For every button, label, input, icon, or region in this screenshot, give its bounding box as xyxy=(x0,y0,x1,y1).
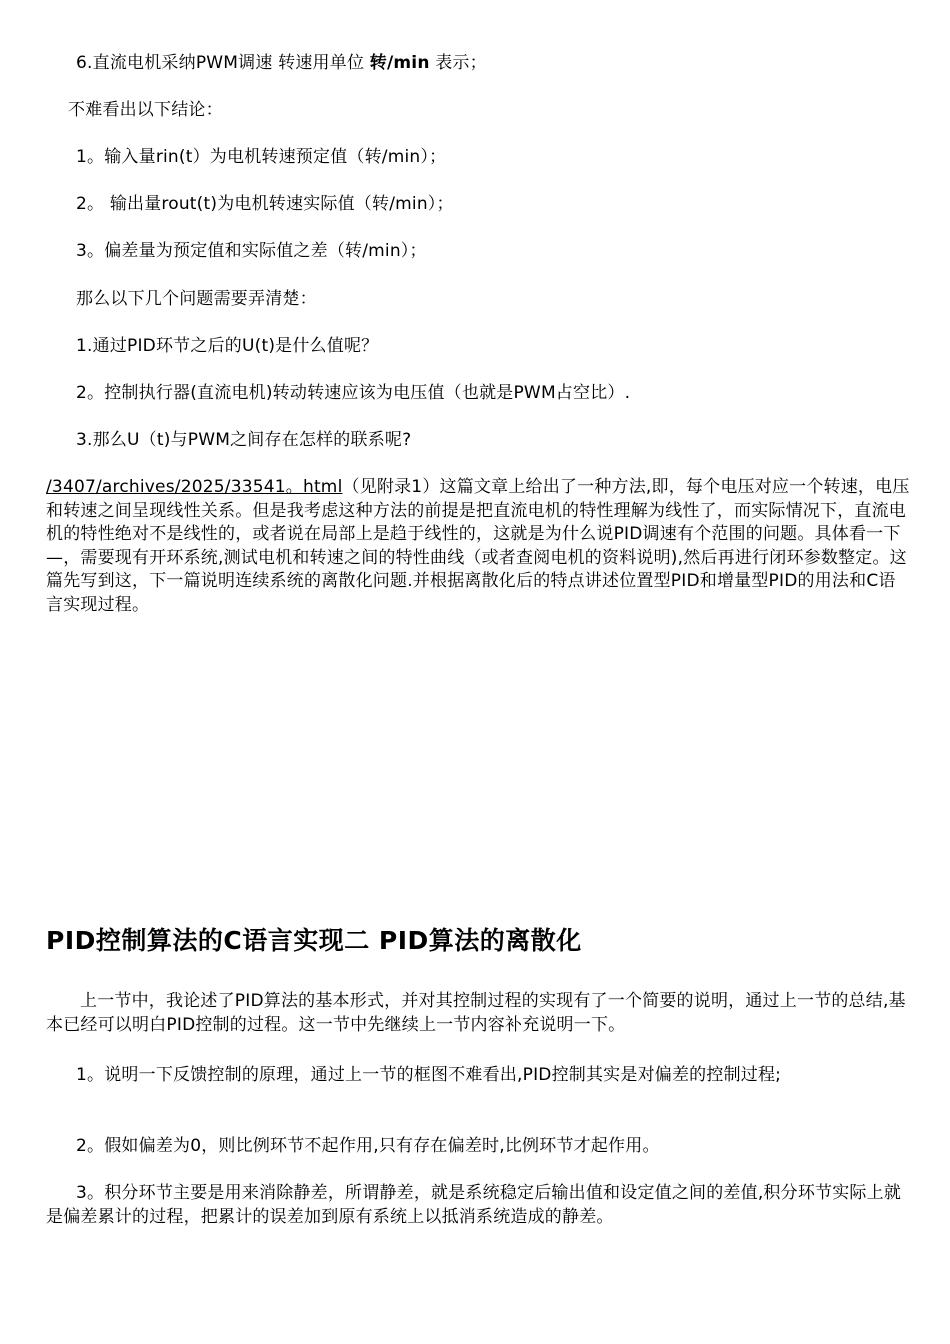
section-point-2: 2。假如偏差为0，则比例环节不起作用,只有存在偏差时,比例环节才起作用。 xyxy=(76,1136,660,1156)
item-6-line xyxy=(76,52,487,74)
question-2: 2。控制执行器(直流电机)转动转速应该为电压值（也就是PWM占空比）. xyxy=(76,383,631,403)
item-6-unit: 转/min xyxy=(369,53,430,73)
section-point-1: 1。说明一下反馈控制的原理，通过上一节的框图不难看出,PID控制其实是对偏差的控制过程; xyxy=(76,1065,782,1085)
question-3: 3.那么U（t)与PWM之间存在怎样的联系呢? xyxy=(76,430,412,450)
item-6-suffix: 表示； xyxy=(429,53,487,73)
conclusion-intro: 不难看出以下结论： xyxy=(68,100,223,120)
questions-intro: 那么以下几个问题需要弄清楚： xyxy=(76,289,317,309)
section-point-3: 3。积分环节主要是用来消除静差，所谓静差，就是系统稳定后输出值和设定值之间的差值,积分环节实际上就是偏差累计的过程，把累计的误差加到原有系统上以抵消系统造成的静差。 xyxy=(46,1183,902,1227)
archive-link[interactable]: /3407/archives/2025/33541。html xyxy=(46,477,343,497)
conclusion-item-1: 1。输入量rin(t）为电机转速预定值（转/min）； xyxy=(76,147,447,167)
section-intro: 上一节中，我论述了PID算法的基本形式，并对其控制过程的实现有了一个简要的说明，通过上一节的总结,基本已经可以明白PID控制的过程。这一节中先继续上一节内容补充说明一下。 xyxy=(46,991,906,1035)
conclusion-item-2: 2。 输出量rout(t)为电机转速实际值（转/min）； xyxy=(76,194,454,214)
conclusion-item-3: 3。偏差量为预定值和实际值之差（转/min）； xyxy=(76,241,427,261)
link-paragraph xyxy=(46,476,911,617)
item-6-prefix: 6.直流电机采纳PWM调速 转速用单位 xyxy=(76,53,370,73)
question-1: 1.通过PID环节之后的U(t)是什么值呢？ xyxy=(76,336,379,356)
section-title: PID控制算法的C语言实现二 PID算法的离散化 xyxy=(46,926,582,955)
link-paragraph-text: （见附录1）这篇文章上给出了一种方法,即，每个电压对应一个转速，电压和转速之间呈现线性关系。但是我考虑这种方法的前提是把直流电机的特性理解为线性了，而实际情况下，直流电机的特性绝对不是线性的，或者说在局部上是趋于线性的，这就是为什么说PID调速有个范围的问题。具体看一下—，需要现有开环系统,测试电机和转速之间的特性曲线（或者查阅电机的资料说明),然后再进行闭环参数整定。这篇先写到这，下一篇说明连续系统的离散化问题.并根据离散化后的特点讲述位置型PID和增量型PID的用法和C语言实现过程。 xyxy=(46,477,910,615)
